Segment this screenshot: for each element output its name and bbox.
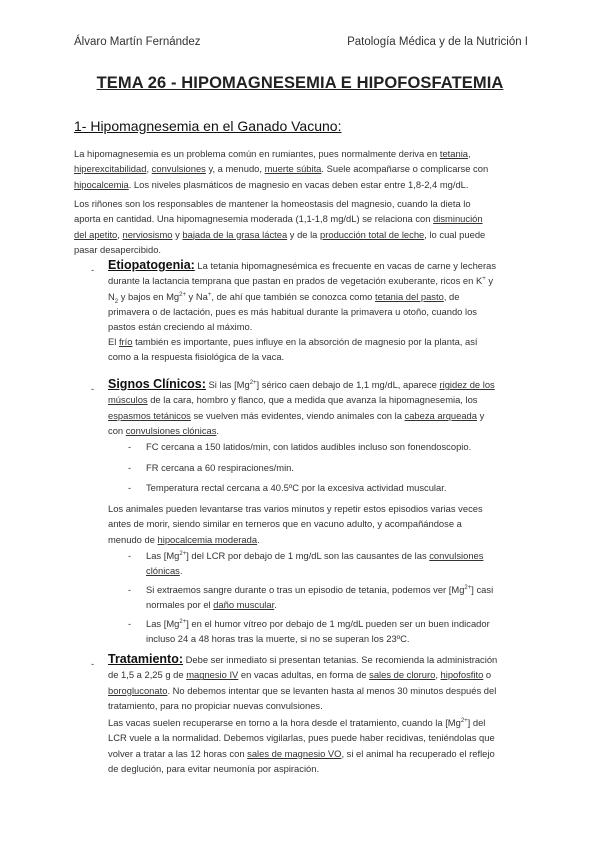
text: Las [Mg	[146, 618, 180, 629]
list-item-lcr	[146, 548, 546, 579]
text: y Na	[185, 290, 208, 302]
term-musculos: músculos	[108, 394, 148, 406]
bullet-dash: -	[91, 264, 95, 275]
text: normales por el	[146, 599, 214, 611]
text: pasar desapercibido.	[74, 243, 162, 255]
text: ] en el humor vítreo por debajo de 1 mg/dL pueden ser un buen indicador	[186, 618, 490, 629]
term-clonicas: clónicas	[146, 565, 180, 577]
list-item: FR cercana a 60 respiraciones/min.	[146, 462, 294, 473]
paragraph-kidneys	[74, 196, 534, 257]
superscript: 2+	[460, 717, 468, 724]
text: de la cara, hombro y flanco, que a medida que avanza la hipomagnesemia, los	[147, 394, 478, 406]
text: ] casi	[471, 584, 494, 595]
text: y bajos en Mg	[118, 290, 180, 302]
term-hipofosfito: hipofosfito	[440, 669, 484, 681]
text: también es importante, pues influye en la absorción de magnesio por la planta, así	[132, 336, 478, 347]
term-espasmos: espasmos tetánicos	[108, 409, 191, 421]
term-cabeza-arqueada: cabeza arqueada	[404, 409, 477, 421]
term-magnesio-iv: magnesio IV	[186, 669, 239, 681]
bullet-dash: -	[91, 658, 95, 669]
text: , si el animal ha recuperado el reflejo	[341, 747, 495, 759]
list-item: FC cercana a 150 latidos/min, con latidos audibles incluso son fonendoscopio.	[146, 441, 472, 452]
subscript: 2	[114, 298, 119, 305]
paragraph-levantarse	[108, 501, 548, 547]
text: .	[257, 533, 260, 545]
term-muerte-subita: muerte súbita	[264, 163, 322, 175]
list-bullet: -	[128, 441, 132, 452]
term-convulsiones-clonicas: convulsiones clónicas	[125, 424, 217, 436]
text: N	[108, 290, 115, 302]
text: ,	[117, 228, 123, 240]
term-tetania-pasto: tetania del pasto	[375, 290, 444, 302]
term-produccion-leche: producción total de leche	[320, 228, 425, 240]
term-rigidez: rigidez de los	[439, 379, 495, 390]
term-apetito: del apetito	[74, 228, 118, 240]
text: . Los niveles plasmáticos de magnesio en vacas deben estar entre 1,8-2,4 mg/dL.	[128, 178, 469, 190]
text: Si extraemos sangre durante o tras un episodio de tetania, podemos ver [Mg	[146, 584, 465, 595]
term-sales-cloruro: sales de cloruro	[369, 669, 436, 681]
list-bullet: -	[128, 618, 132, 629]
list-bullet: -	[128, 462, 132, 473]
text: ] sérico caen debajo de 1,1 mg/dL, aparece	[256, 379, 440, 390]
term-bajada-grasa: bajada de la grasa láctea	[182, 228, 288, 240]
text: de 1,5 a 2,25 g de	[108, 669, 187, 681]
text: antes de morir, siendo similar en terneros que en vacuno adulto, y acompañándose a	[108, 518, 462, 530]
term-convulsiones: convulsiones	[151, 163, 206, 175]
text: ,	[468, 148, 471, 159]
text: tratamiento, para no propiciar nuevas convulsiones.	[108, 699, 323, 711]
text: Si las [Mg	[205, 379, 250, 390]
header-subject: Patología Médica y de la Nutrición I	[347, 36, 528, 48]
bullet-dash: -	[91, 383, 95, 394]
term-frio: frío	[118, 336, 133, 347]
text: y de la	[287, 228, 321, 240]
subheading-etiopatogenia: Etiopatogenia:	[108, 258, 195, 272]
superscript: 2+	[464, 584, 472, 591]
section-signos	[108, 377, 548, 438]
text: durante la lactancia temprana que pastan en prados de vegetación exuberante, ricos en K	[108, 275, 483, 287]
text: y, a menudo,	[205, 163, 265, 175]
text: , lo cual puede	[424, 228, 486, 240]
list-item-sangre	[146, 582, 546, 613]
page-title: TEMA 26 - HIPOMAGNESEMIA E HIPOFOSFATEMIA	[96, 74, 504, 92]
paragraph-intro	[74, 146, 534, 192]
term-nerviosismo: nerviosismo	[122, 228, 173, 240]
text: en vacas adultas, en forma de	[238, 669, 370, 681]
text: , de ahí que también se conozca como	[211, 290, 376, 302]
superscript: +	[482, 276, 486, 283]
text: menudo de	[108, 533, 158, 545]
paragraph-frio	[108, 334, 548, 365]
text: . No debemos intentar que se levanten hasta al menos 30 minutos después del	[167, 684, 497, 696]
term-hipocalcemia: hipocalcemia	[74, 178, 129, 190]
term-sales-magnesio-vo: sales de magnesio VO	[247, 747, 342, 759]
subheading-tratamiento: Tratamiento:	[108, 652, 184, 666]
text: Debe ser inmediato si presentan tetanias. Se recomienda la administración	[183, 654, 498, 665]
text: Los animales pueden levantarse tras varios minutos y repetir estos episodios varias veces	[108, 503, 483, 514]
list-item-humor	[146, 616, 546, 647]
text: , de	[443, 290, 460, 302]
list-item: Temperatura rectal cercana a 40.5ºC por la excesiva actividad muscular.	[146, 482, 447, 493]
text: y	[477, 409, 485, 421]
text: .	[274, 599, 277, 611]
text: Las vacas suelen recuperarse en torno a la hora desde el tratamiento, cuando la [Mg	[108, 717, 461, 728]
text: o	[483, 669, 492, 681]
text: se vuelven más evidentes, viendo animales con la	[190, 409, 405, 421]
text: .	[216, 424, 220, 436]
header-author: Álvaro Martín Fernández	[74, 36, 201, 48]
text: LCR vuele a la normalidad. Debemos vigilarlas, pues puede haber recidivas, teniéndolas que	[108, 732, 495, 744]
superscript: 2+	[179, 618, 187, 625]
text: y	[172, 228, 183, 240]
term-borogluconato: borogluconato	[108, 684, 168, 696]
section-etiopatogenia	[108, 258, 548, 334]
text: volver a tratar a las 12 horas con	[108, 747, 248, 759]
text: Los riñones son los responsables de mantener la homeostasis del magnesio, cuando la dieta lo	[74, 198, 471, 209]
text: y	[485, 275, 494, 287]
text: incluso 24 a 48 horas tras la muerte, si no se superan los 23ºC.	[146, 633, 410, 645]
term-disminucion: disminución	[433, 213, 483, 225]
paragraph-recuperacion	[108, 715, 548, 776]
list-bullet: -	[128, 550, 132, 561]
text: ] del	[467, 717, 486, 728]
section-heading: 1- Hipomagnesemia en el Ganado Vacuno:	[74, 118, 342, 134]
text: pastos están creciendo al máximo.	[108, 321, 253, 333]
text: ,	[146, 163, 152, 175]
superscript: 2+	[249, 379, 257, 386]
term-convulsiones: convulsiones	[429, 550, 484, 561]
text: como a la respuesta fisiológica de la vaca.	[108, 351, 285, 363]
superscript: 2+	[179, 291, 186, 298]
text: .	[179, 565, 183, 577]
text: La hipomagnesemia es un problema común en rumiantes, pues normalmente deriva en	[74, 148, 440, 159]
text: aporta en cantidad. Una hipomagnesemia moderada (1,1-1,8 mg/dL) se relaciona con	[74, 213, 434, 225]
text: primavera o de lactación, pues es más habitual durante la primavera u otoño, cuando los	[108, 305, 477, 317]
text: de deglución, para evitar neumonía por aspiración.	[108, 762, 320, 774]
subheading-signos: Signos Clínicos:	[108, 377, 206, 391]
text: Las [Mg	[146, 550, 180, 561]
superscript: +	[207, 291, 212, 298]
term-hiperexcitabilidad: hiperexcitabilidad	[74, 163, 147, 175]
term-hipocalcemia-moderada: hipocalcemia moderada	[157, 533, 258, 545]
list-bullet: -	[128, 584, 132, 595]
text: . Suele acompañarse o complicarse con	[321, 163, 489, 175]
list-bullet: -	[128, 482, 132, 493]
text: ] del LCR por debajo de 1 mg/dL son las causantes de las	[186, 550, 430, 561]
term-tetania: tetania	[439, 148, 468, 159]
superscript: 2+	[179, 550, 187, 557]
text: La tetania hipomagnesémica es frecuente en vacas de carne y lecheras	[194, 260, 497, 271]
text: ,	[435, 669, 441, 681]
text: con	[108, 424, 126, 436]
section-tratamiento	[108, 652, 548, 713]
text: El	[108, 336, 119, 347]
term-dano-muscular: daño muscular	[213, 599, 275, 611]
